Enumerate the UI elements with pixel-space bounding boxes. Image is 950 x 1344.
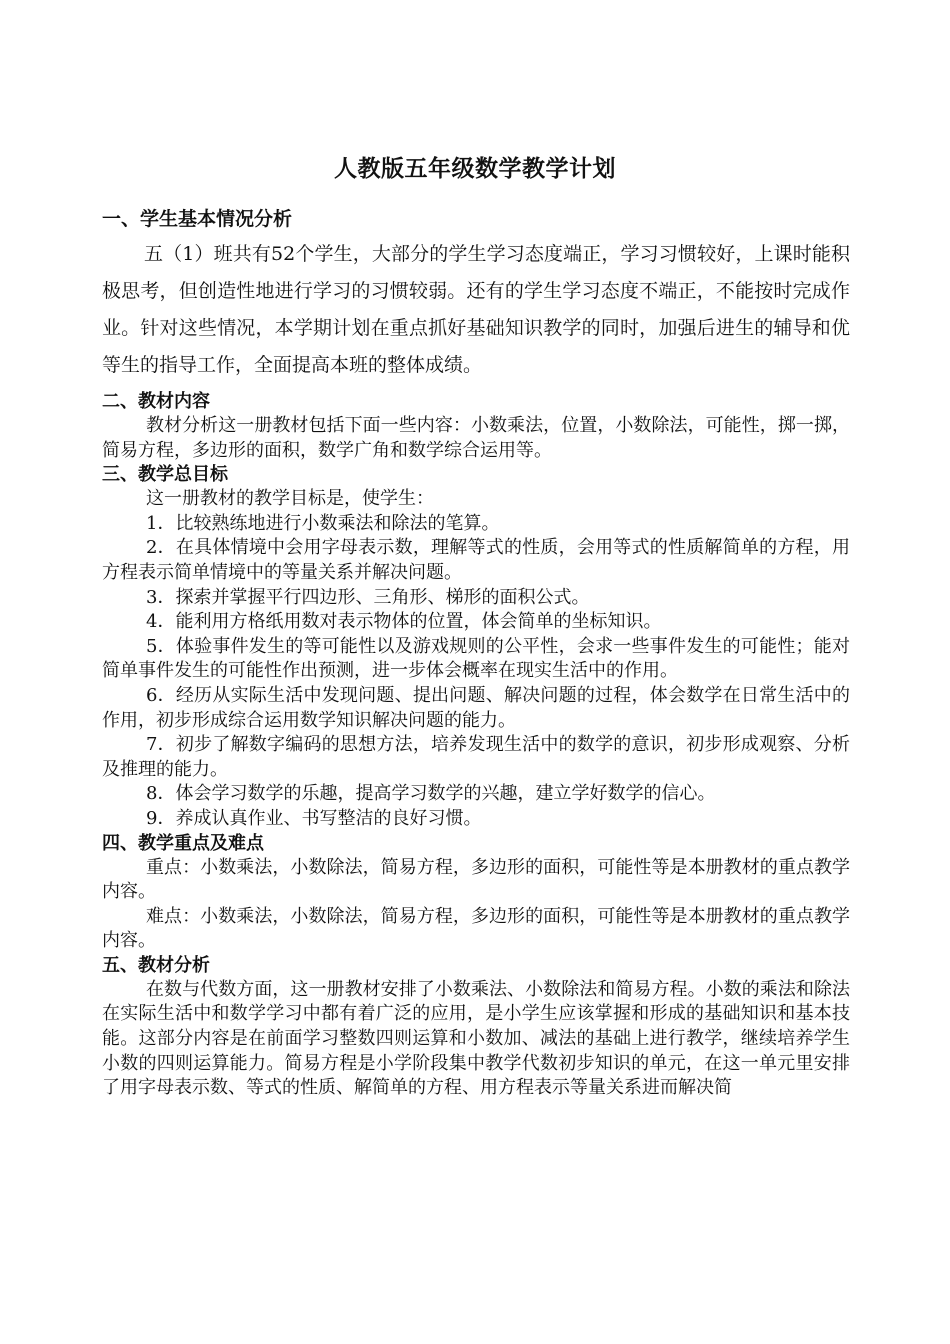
goal-item: 9．养成认真作业、书写整洁的良好习惯。 [146, 807, 482, 829]
teaching-goals-intro: 这一册教材的教学目标是，使学生： [146, 488, 434, 510]
goal-item: 1．比较熟练地进行小数乘法和除法的笔算。 [146, 512, 500, 534]
key-point-paragraph: 重点：小数乘法，小数除法，简易方程，多边形的面积，可能性等是本册教材的重点教学内容。 [102, 856, 850, 903]
section-heading-teaching-goals: 三、教学总目标 [102, 464, 228, 486]
section-heading-textbook-content: 二、教材内容 [102, 391, 210, 412]
goal-item: 2．在具体情境中会用字母表示数，理解等式的性质，会用等式的性质解简单的方程，用方程表示简单情境中的等量关系并解决问题。 [102, 537, 850, 583]
goal-item: 4．能利用方格纸用数对表示物体的位置，体会简单的坐标知识。 [146, 611, 662, 633]
textbook-content-paragraph: 教材分析这一册教材包括下面一些内容：小数乘法，位置，小数除法，可能性，掷一掷，简易方程，多边形的面积，数学广角和数学综合运用等。 [102, 415, 850, 461]
section-heading-key-difficult-points: 四、教学重点及难点 [102, 832, 264, 854]
goal-item: 3．探索并掌握平行四边形、三角形、梯形的面积公式。 [146, 586, 590, 608]
section-heading-student-analysis: 一、学生基本情况分析 [102, 208, 293, 230]
goal-item: 8．体会学习数学的乐趣，提高学习数学的兴趣，建立学好数学的信心。 [146, 783, 716, 805]
section-heading-textbook-analysis: 五、教材分析 [102, 954, 210, 976]
student-analysis-paragraph: 五（1）班共有52个学生，大部分的学生学习态度端正，学习习惯较好，上课时能积极思考，但创造性地进行学习的习惯较弱。还有的学生学习态度不端正，不能按时完成作业。针对这些情况，本学期计划在重点抓好基础知识教学的同时，加强后进生的辅导和优等生的指导工作，全面提高本班的整体成绩。 [102, 243, 850, 376]
goal-item: 5．体验事件发生的等可能性以及游戏规则的公平性，会求一些事件发生的可能性；能对简单事件发生的可能性作出预测，进一步体会概率在现实生活中的作用。 [102, 635, 850, 682]
document-title: 人教版五年级数学教学计划 [334, 156, 616, 182]
difficult-point-paragraph: 难点：小数乘法，小数除法，简易方程，多边形的面积，可能性等是本册教材的重点教学内容。 [102, 905, 850, 952]
goal-item: 7．初步了解数字编码的思想方法，培养发现生活中的数学的意识，初步形成观察、分析及推理的能力。 [102, 734, 850, 780]
textbook-analysis-paragraph: 在数与代数方面，这一册教材安排了小数乘法、小数除法和简易方程。小数的乘法和除法在实际生活中和数学学习中都有着广泛的应用，是小学生应该掌握和形成的基础知识和基本技能。这部分内容是在前面学习整数四则运算和小数加、减法的基础上进行教学，继续培养学生小数的四则运算能力。简易方程是小学阶段集中教学代数初步知识的单元，在这一单元里安排了用字母表示数、等式的性质、解简单的方程、用方程表示等量关系进而解决简 [102, 978, 850, 1099]
goal-item: 6．经历从实际生活中发现问题、提出问题、解决问题的过程，体会数学在日常生活中的作用，初步形成综合运用数学知识解决问题的能力。 [102, 684, 850, 731]
document-body [102, 202, 850, 1101]
